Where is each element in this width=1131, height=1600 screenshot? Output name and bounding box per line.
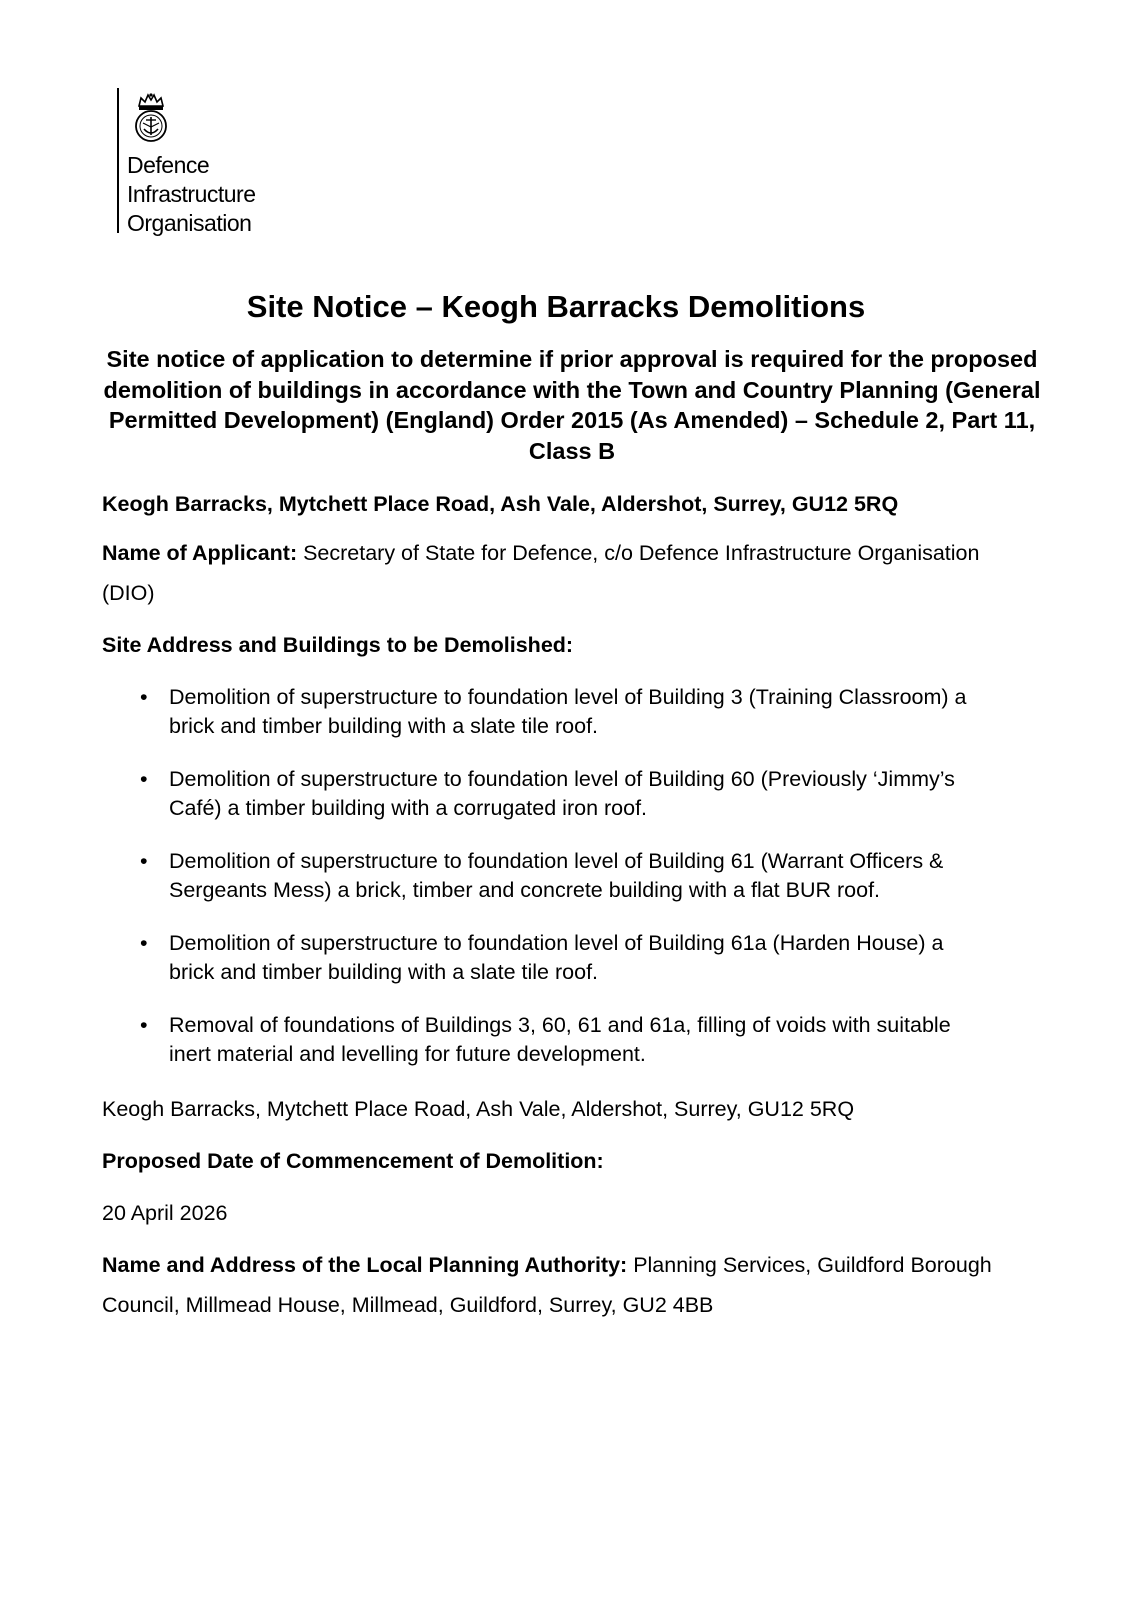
bullet-icon: • [140,685,148,709]
logo-body [119,88,256,236]
list-item-text: Demolition of superstructure to foundation level of Building 60 (Previously ‘Jimmy’s Café) a timber building with a corrugated iron roof. [169,767,955,820]
lpa-value: Planning Services, Guildford Borough Council, Millmead House, Millmead, Guildford, Surrey, GU2 4BB [102,1253,992,1317]
applicant-label: Name of Applicant: [102,541,298,565]
commencement-date: 20 April 2026 [102,1201,228,1225]
list-item-text: Demolition of superstructure to foundation level of Building 3 (Training Classroom) a brick and timber building with a slate tile roof. [169,685,967,738]
notice-content [102,288,1042,1325]
bullet-icon: • [140,849,148,873]
applicant-paragraph [102,533,982,613]
logo-line-defence: Defence [127,152,210,178]
dio-logo [117,88,256,236]
list-item [102,847,979,905]
lpa-label: Name and Address of the Local Planning Authority: [102,1253,628,1277]
bullet-icon: • [140,1013,148,1037]
site-address-heading: Keogh Barracks, Mytchett Place Road, Ash Vale, Aldershot, Surrey, GU12 5RQ [102,492,899,516]
notice-subtitle: Site notice of application to determine if prior approval is required for the proposed demolition of buildings in accordance with the Town and Country Planning (General Permitted Development) (England) Order 2015 (As Amended) – Schedule 2, Part 11, Class B [103,346,1041,464]
applicant-value: Secretary of State for Defence, c/o Defence Infrastructure Organisation (DIO) [102,541,980,605]
logo-line-organisation: Organisation [127,210,252,236]
list-item [102,929,979,987]
list-item-text: Removal of foundations of Buildings 3, 60, 61 and 61a, filling of voids with suitable inert material and levelling for future development. [169,1013,951,1066]
crown-crest-icon [131,92,171,144]
buildings-list [102,683,1042,1069]
list-item [102,1011,979,1069]
list-item-text: Demolition of superstructure to foundation level of Building 61 (Warrant Officers & Sergeants Mess) a brick, timber and concrete building with a flat BUR roof. [169,849,944,902]
buildings-heading: Site Address and Buildings to be Demolished: [102,633,574,657]
bullet-icon: • [140,767,148,791]
commencement-heading: Proposed Date of Commencement of Demolition: [102,1149,604,1173]
list-item [102,683,979,741]
logo-wordmark [127,151,256,238]
bullet-icon: • [140,931,148,955]
list-item [102,765,979,823]
list-item-text: Demolition of superstructure to foundation level of Building 61a (Harden House) a brick and timber building with a slate tile roof. [169,931,944,984]
logo-line-infrastructure: Infrastructure [127,181,256,207]
page-title: Site Notice – Keogh Barracks Demolitions [246,289,866,324]
site-address: Keogh Barracks, Mytchett Place Road, Ash Vale, Aldershot, Surrey, GU12 5RQ [102,1097,855,1121]
lpa-paragraph [102,1245,1042,1325]
